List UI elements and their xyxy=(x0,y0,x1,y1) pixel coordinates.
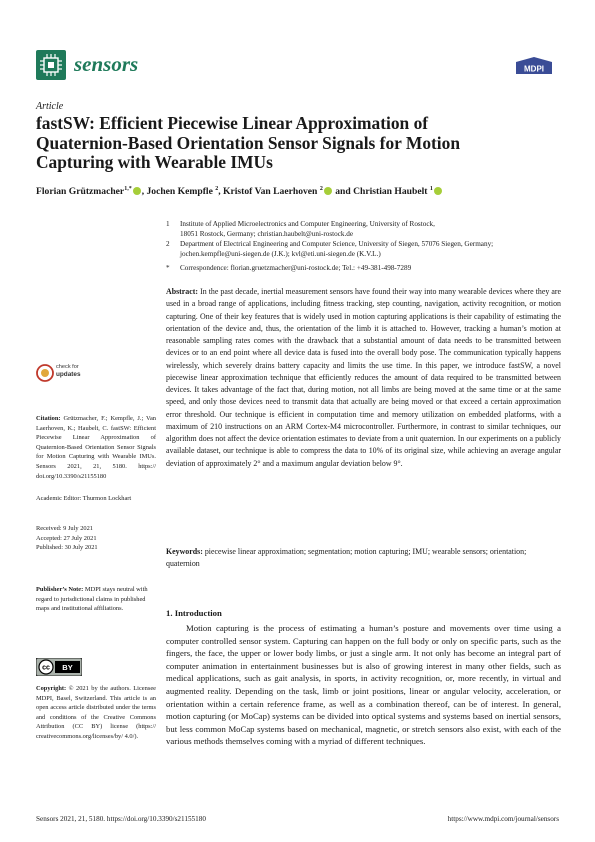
publisher-note-text: MDPI stays neutral with regard to jurisdictional claims in published maps and institutional affiliations. xyxy=(36,586,148,613)
citation-text: Grützmacher, F.; Kempfle, J.; Van Laerhoven, K.; Haubelt, C. fastSW: Efficient Piecewise Linear Approximation of Quaternion-Based Orientation Sensor Signals for Motion Capturing with Wearable IMUs. Sensors 2021, 21, 5180. https:// doi.org/10.3390/s21155180 xyxy=(36,415,156,480)
publisher-note-label: Publisher’s Note: xyxy=(36,586,84,593)
author-name[interactable]: Jochen Kempfle xyxy=(146,186,213,198)
author-affil-sup: 1,* xyxy=(124,186,132,192)
affiliation-line: Correspondence: florian.gruetzmacher@uni-rostock.de; Tel.: +49-381-498-7289 xyxy=(180,264,412,272)
footer-citation: Sensors 2021, 21, 5180. https://doi.org/10.3390/s21155180 xyxy=(36,815,206,823)
orcid-icon[interactable] xyxy=(434,187,442,195)
journal-name: sensors xyxy=(74,52,139,76)
affiliation-1 xyxy=(166,220,566,240)
published-date: Published: 30 July 2021 xyxy=(36,544,98,552)
section-heading: 1. Introduction xyxy=(166,608,222,618)
author-name[interactable]: Florian Grützmacher xyxy=(36,186,125,198)
publisher-note xyxy=(36,585,156,614)
cc-by-license-icon[interactable] xyxy=(36,658,82,676)
orcid-icon[interactable] xyxy=(133,187,141,195)
svg-text:cc: cc xyxy=(42,664,50,672)
author-affil-sup: 2 xyxy=(215,186,219,192)
author-name[interactable]: Kristof Van Laerhoven xyxy=(223,186,318,198)
svg-text:BY: BY xyxy=(62,663,73,672)
check-updates-button[interactable] xyxy=(56,364,81,379)
affiliation-2 xyxy=(166,240,566,260)
affiliation-line: jochen.kempfle@uni-siegen.de (J.K.); kvl@eti.uni-siegen.de (K.V.L.) xyxy=(180,249,381,258)
author-list xyxy=(36,186,566,197)
abstract-label: Abstract: xyxy=(166,287,198,296)
keywords-label: Keywords: xyxy=(166,547,203,556)
author-affil-sup: 2 xyxy=(319,186,323,192)
title-line: Capturing with Wearable IMUs xyxy=(36,152,273,172)
mdpi-logo xyxy=(514,56,554,76)
accepted-date: Accepted: 27 July 2021 xyxy=(36,534,97,542)
abstract xyxy=(166,286,561,470)
citation-block xyxy=(36,414,156,481)
sensors-chip-icon xyxy=(36,50,66,80)
title-line: Quaternion-Based Orientation Sensor Signals for Motion xyxy=(36,132,461,153)
article-title xyxy=(36,114,536,173)
check-updates-line: updates xyxy=(56,371,81,378)
copyright-block xyxy=(36,684,156,742)
dates-block xyxy=(36,524,156,553)
received-date: Received: 9 July 2021 xyxy=(36,525,93,532)
abstract-text: In the past decade, inertial measurement sensors have found their way into many wearable devices where they are used in a broad range of applications, including fitness tracking, step counting, navigation, activity recognition, or motion capturing. One of their key features that is widely used in motion capturing applications is their capability of estimating the orientation of the device and, thus, the orientation of the limb it is attached to. However, tracking a human’s motion at reasonable sampling rates comes with the drawback that a substantial amount of data needs to be transmitted between devices or to an end point where all device data is fused into the overall body pose. The communication typically happens wirelessly, which severely drains battery capacity and limits the use time. In this paper, we introduce fastSW, a novel piecewise linear approximation technique that efficiently reduces the amount of data required to be transmitted between devices. It takes advantage of the fact that, during motion, not all limbs are being moved at the same time or at the same speed, and only those devices need to transmit data that actually are being moved or that exceed a certain approximation error threshold. Our technique is efficient in computation time and memory utilization on embedded platforms, with a maximum of 210 instructions on an ARM Cortex-M4 microcontroller. Furthermore, in contrast to similar techniques, our algorithm does not affect the device orientation estimates to deviate from a unit quaternion. In our experiments on a publicly available dataset, our technique is able to compress the data to 10% of its original size, while achieving an average angular deviation of approximately 2° and a maximum angular deviation below 9°. xyxy=(166,287,561,468)
affiliation-number: 1 xyxy=(166,220,170,228)
author-joiner: , xyxy=(218,186,224,198)
affiliation-line: 18051 Rostock, Germany; christian.haubelt@uni-rostock.de xyxy=(180,229,354,238)
orcid-icon[interactable] xyxy=(324,187,332,195)
affiliation-number: * xyxy=(166,264,170,272)
keywords-text: piecewise linear approximation; segmentation; motion capturing; IMU; wearable sensors; orientation; quaternion xyxy=(166,547,527,569)
author-joiner: , xyxy=(141,186,147,198)
affiliation-line: Institute of Applied Microelectronics and Computer Engineering, University of Rostock, xyxy=(180,220,435,228)
keywords xyxy=(166,546,561,570)
check-updates-line: check for xyxy=(56,364,79,370)
check-updates-icon[interactable] xyxy=(36,364,54,382)
intro-paragraph: Motion capturing is the process of estimating a human’s posture and movements over time using a computer controlled sensor system. Capturing can happen on the full body or only on specific parts, such as the fingers, the face, the upper or lower body limbs, or just a single arm. It not only has become an integral part of computer animation in entertainment businesses but is also of growing interest in many other fields, such as medical applications, such as gait analysis, in sports, in activity recognition, or, more recently, in virtual and augmented reality. Depending on the task, limb or joint positions, linear or angular velocity, acceleration, or orientation within a certain reference frame, as well as a combination thereof, can be of interest. In general, motion capturing (or MoCap) systems can be divided into optical systems and systems based on inertial sensors, but less common MoCap systems based on mechanical, magnetic, or stretch sensors also exist, with each of the various methods themselves coming with a myriad of different techniques. xyxy=(166,623,561,747)
author-name[interactable]: Christian Haubelt xyxy=(353,186,428,198)
footer-journal-url[interactable]: https://www.mdpi.com/journal/sensors xyxy=(447,815,559,823)
academic-editor: Academic Editor: Thurmon Lockhart xyxy=(36,495,132,502)
author-affil-sup: 1 xyxy=(429,186,433,192)
affiliation-number: 2 xyxy=(166,240,170,248)
svg-text:MDPI: MDPI xyxy=(524,64,544,74)
title-line: fastSW: Efficient Piecewise Linear Approximation of xyxy=(36,113,429,133)
copyright-text: © 2021 by the authors. Licensee MDPI, Basel, Switzerland. This article is an open access article distributed under the terms and conditions of the Creative Commons Attribution (CC BY) license (https:// creativecommons.org/licenses/by/ 4.0/). xyxy=(36,685,156,740)
correspondence xyxy=(166,264,566,274)
affiliation-line: Department of Electrical Engineering and Computer Science, University of Siegen, 57076 Siegen, Germany; xyxy=(180,240,494,248)
article-type: Article xyxy=(36,101,64,112)
citation-label: Citation: xyxy=(36,415,61,422)
copyright-label: Copyright: xyxy=(36,685,67,692)
author-joiner: and xyxy=(332,186,354,198)
